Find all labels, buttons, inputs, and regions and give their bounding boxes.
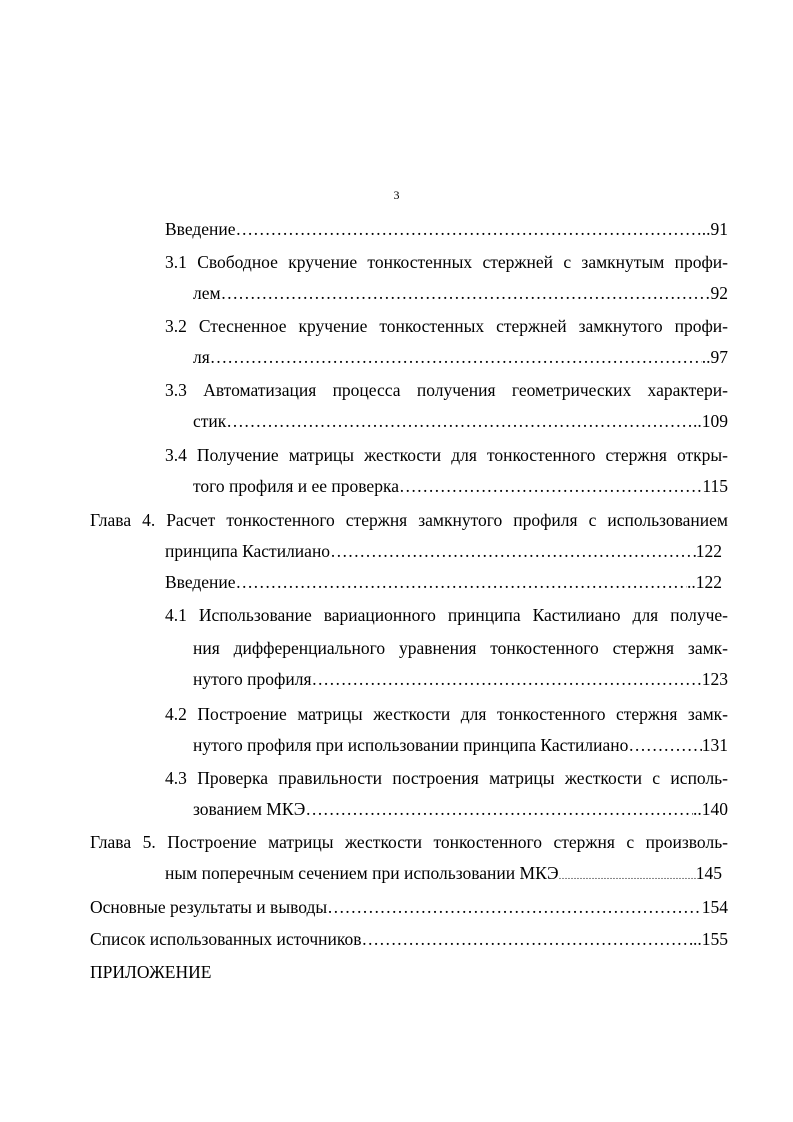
toc-entry-title: нутого профиля при использовании принципа Кастилиано <box>193 735 629 755</box>
toc-entry-page: 131 <box>701 735 728 755</box>
toc-entry-3-4-line1: 3.4 Получение матрицы жесткости для тонкостенного стержня откры- <box>165 445 728 465</box>
toc-entry-3-1-line2 <box>193 282 728 304</box>
toc-entry-3-3-line2 <box>193 410 728 432</box>
toc-chapter-5-line2 <box>165 862 722 887</box>
dot-leader <box>226 410 693 432</box>
toc-entry-page: 115 <box>702 476 728 496</box>
toc-entry-page: ..155 <box>693 929 728 949</box>
toc-entry-title: того профиля и ее проверка <box>193 476 399 496</box>
toc-entry-page: 123 <box>701 669 728 689</box>
toc-entry-page: 92 <box>710 283 728 303</box>
toc-entry-title: Введение <box>165 219 236 239</box>
toc-entry-page: 145 <box>695 863 722 883</box>
toc-entry-intro-ch4 <box>165 571 722 593</box>
toc-entry-3-2-line1: 3.2 Стесненное кручение тонкостенных стержней замкнутого профи- <box>165 316 728 336</box>
toc-entry-appendix: ПРИЛОЖЕНИЕ <box>90 962 212 982</box>
toc-entry-4-3-line1: 4.3 Проверка правильности построения матрицы жесткости с исполь- <box>165 768 728 788</box>
toc-entry-title: Список использованных источников <box>90 929 362 949</box>
toc-entry-title: нутого профиля <box>193 669 312 689</box>
toc-chapter-5-line1: Глава 5. Построение матрицы жесткости тонкостенного стержня с произволь- <box>90 832 728 852</box>
dot-leader <box>236 218 702 240</box>
toc-entry-page: 154 <box>701 897 728 917</box>
toc-entry-page: ..97 <box>701 347 728 367</box>
toc-entry-page: ..109 <box>693 411 728 431</box>
dot-leader <box>312 668 702 690</box>
toc-entry-page: ..91 <box>701 219 728 239</box>
dot-leader <box>327 896 702 918</box>
toc-entry-title: принципа Кастилиано <box>165 541 331 561</box>
toc-chapter-4-line1: Глава 4. Расчет тонкостенного стержня замкнутого профиля с использованием <box>90 510 728 530</box>
toc-entry-page: ..140 <box>693 799 728 819</box>
toc-entry-3-4-line2 <box>193 475 728 497</box>
dot-leader <box>210 346 702 368</box>
dot-leader <box>305 798 693 820</box>
toc-chapter-4-line2 <box>165 540 722 562</box>
toc-entry-3-2-line2 <box>193 346 728 368</box>
toc-entry-sources <box>90 928 728 950</box>
toc-entry-title: зованием МКЭ <box>193 799 306 819</box>
dot-leader <box>330 540 696 562</box>
toc-entry-title: Основные результаты и выводы <box>90 897 328 917</box>
toc-entry-4-2-line2 <box>193 734 728 756</box>
dot-leader <box>399 475 702 497</box>
dot-leader <box>362 928 693 950</box>
toc-entry-3-3-line1: 3.3 Автоматизация процесса получения геометрических характери- <box>165 380 728 400</box>
toc-entry-page: ..122 <box>687 572 722 592</box>
toc-entry-4-1-line2: ния дифференциального уравнения тонкостенного стержня замк- <box>193 638 728 658</box>
dot-leader <box>628 734 701 756</box>
toc-entry-title: лем <box>193 283 221 303</box>
toc-entry-4-3-line2 <box>193 798 728 820</box>
toc-entry-4-1-line1: 4.1 Использование вариационного принципа Кастилиано для получе- <box>165 605 728 625</box>
toc-entry-page: 122 <box>695 541 722 561</box>
toc-entry-4-1-line3 <box>193 668 728 690</box>
toc-entry-3-1-line1: 3.1 Свободное кручение тонкостенных стержней с замкнутым профи- <box>165 252 728 272</box>
toc-entry-title: ным поперечным сечением при использовании МКЭ <box>165 863 559 883</box>
toc-entry-title: Введение <box>165 572 236 592</box>
toc-entry-4-2-line1: 4.2 Построение матрицы жесткости для тонкостенного стержня замк- <box>165 704 728 724</box>
dot-leader <box>559 865 696 887</box>
dot-leader <box>221 282 711 304</box>
toc-entry-intro-ch3 <box>165 218 728 240</box>
dot-leader <box>236 571 687 593</box>
toc-entry-title: ля <box>193 347 210 367</box>
toc-entry-results <box>90 896 728 918</box>
toc-entry-title: стик <box>193 411 227 431</box>
page-number: 3 <box>393 188 400 202</box>
